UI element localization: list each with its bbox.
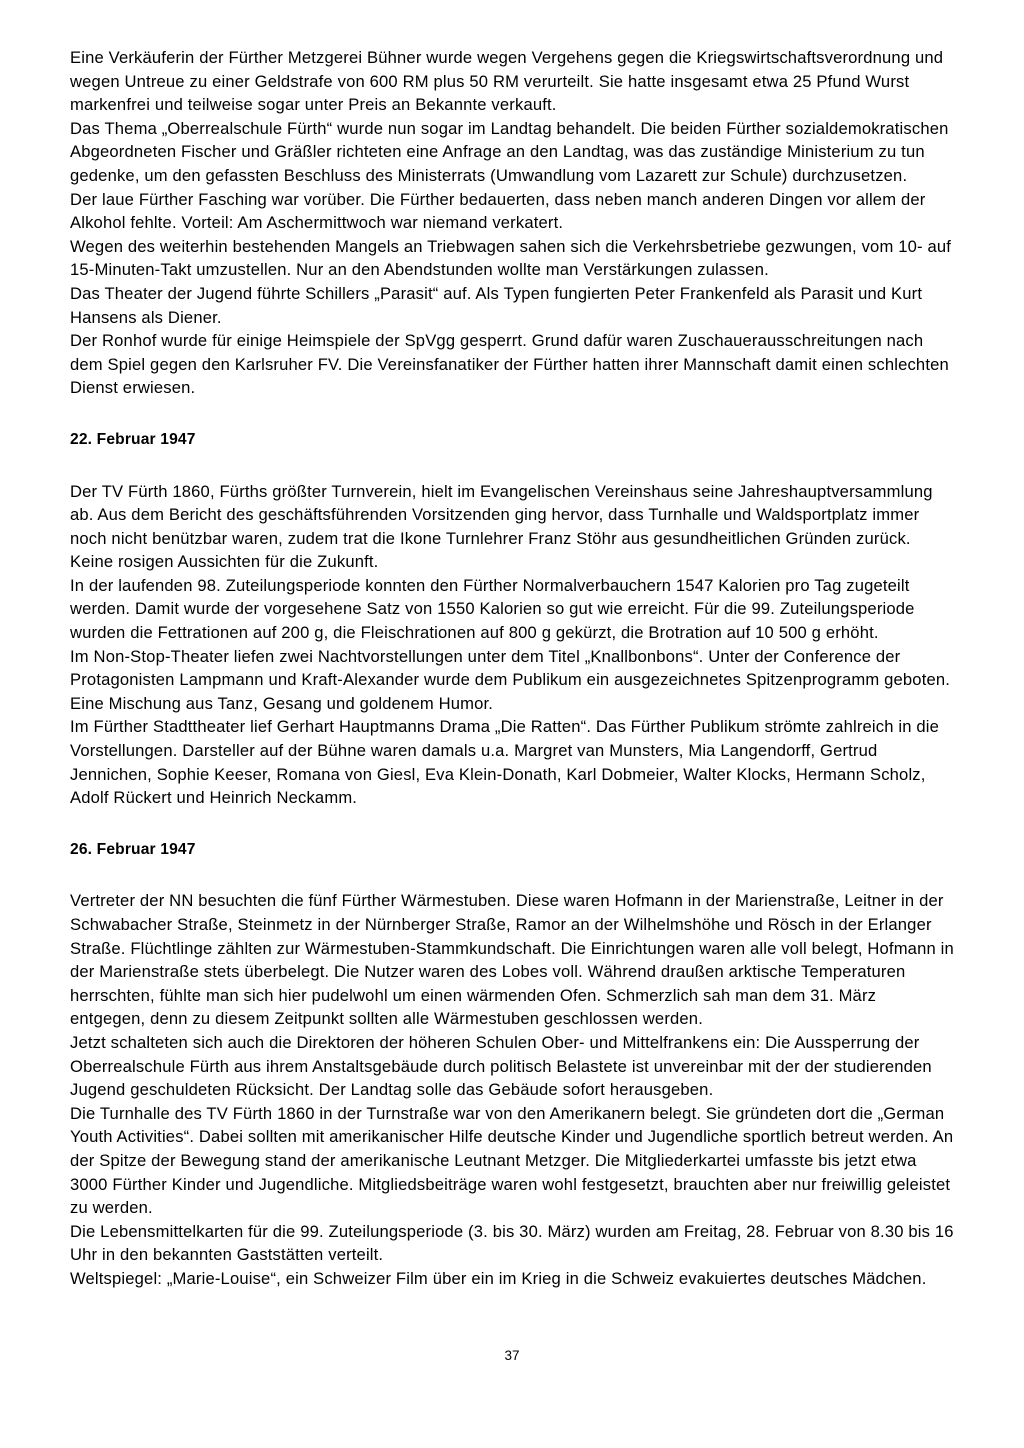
paragraph: Das Theater der Jugend führte Schillers „Parasit“ auf. Als Typen fungierten Peter Frankenfeld als Parasit und Kurt Hansens als Diener. xyxy=(70,283,923,327)
paragraph: Der Ronhof wurde für einige Heimspiele der SpVgg gesperrt. Grund dafür waren Zuschauerausschreitungen nach dem Spiel gegen den Karlsruher FV. Die Vereinsfanatiker der Fürther hatten ihrer Mannschaft damit einen schlechten Dienst erwiesen. xyxy=(70,331,949,398)
paragraph: Der laue Fürther Fasching war vorüber. Die Fürther bedauerten, dass neben manch anderen Dingen vor allem der Alkohol fehlte. Vorteil: Am Aschermittwoch war niemand verkatert. xyxy=(70,189,926,233)
spacer xyxy=(70,452,954,480)
document-body xyxy=(70,46,954,1291)
spacer xyxy=(70,810,954,838)
paragraph: Eine Verkäuferin der Fürther Metzgerei Bühner wurde wegen Vergehens gegen die Kriegswirtschaftsverordnung und wegen Untreue zu einer Geldstrafe von 600 RM plus 50 RM verurteilt. Sie hatte insgesamt etwa 25 Pfund Wurst markenfrei und teilweise sogar unter Preis an Bekannte verkauft. xyxy=(70,48,944,115)
paragraph: Die Turnhalle des TV Fürth 1860 in der Turnstraße war von den Amerikanern belegt. Sie gründeten dort die „German Youth Activities“. Dabei sollten mit amerikanischer Hilfe deutsche Kinder und Jugendliche sportlich betreut werden. An der Spitze der Bewegung stand der amerikanische Leutnant Metzger. Die Mitgliederkartei umfasste bis jetzt etwa 3000 Fürther Kinder und Jugendliche. Mitgliedsbeiträge waren wohl festgesetzt, brauchten aber nur freiwillig geleistet zu werden. xyxy=(70,1103,954,1218)
paragraph: Die Lebensmittelkarten für die 99. Zuteilungsperiode (3. bis 30. März) wurden am Freitag, 28. Februar von 8.30 bis 16 Uhr in den bekannten Gaststätten verteilt. xyxy=(70,1221,954,1265)
page-number: 37 xyxy=(504,1348,520,1363)
paragraph: In der laufenden 98. Zuteilungsperiode konnten den Fürther Normalverbauchern 1547 Kalorien pro Tag zugeteilt werden. Damit wurde der vorgesehene Satz von 1550 Kalorien so gut wie erreicht. Für die 99. Zuteilungsperiode wurden die Fettrationen auf 200 g, die Fleischrationen auf 800 g gekürzt, die Brotration auf 10 500 g erhöht. xyxy=(70,575,915,643)
paragraph: Der TV Fürth 1860, Fürths größter Turnverein, hielt im Evangelischen Vereinshaus seine Jahreshauptversammlung ab. Aus dem Bericht des geschäftsführenden Vorsitzenden ging hervor, dass Turnhalle und Waldsportplatz immer noch nicht benützbar waren, zudem trat die Ikone Turnlehrer Franz Stöhr aus gesundheitlichen Gründen zurück. Keine rosigen Aussichten für die Zukunft. xyxy=(70,481,933,572)
paragraph: Das Thema „Oberrealschule Fürth“ wurde nun sogar im Landtag behandelt. Die beiden Fürther sozialdemokratischen Abgeordneten Fischer und Gräßler richteten eine Anfrage an den Landtag, was das zuständige Ministerium zu tun gedenke, um den gefassten Beschluss des Ministerrats (Umwandlung vom Lazarett zur Schule) durchzusetzen. xyxy=(70,118,949,185)
spacer xyxy=(70,861,954,889)
paragraph: Im Fürther Stadttheater lief Gerhart Hauptmanns Drama „Die Ratten“. Das Fürther Publikum strömte zahlreich in die Vorstellungen. Darsteller auf der Bühne waren damals u.a. Margret van Munsters, Mia Langendorff, Gertrud Jennichen, Sophie Keeser, Romana von Giesl, Eva Klein-Donath, Karl Dobmeier, Walter Klocks, Hermann Scholz, Adolf Rückert und Heinrich Neckamm. xyxy=(70,717,940,808)
section-heading-26-februar-1947: 26. Februar 1947 xyxy=(70,840,196,858)
paragraph: Vertreter der NN besuchten die fünf Fürther Wärmestuben. Diese waren Hofmann in der Marienstraße, Leitner in der Schwabacher Straße, Steinmetz in der Nürnberger Straße, Ramor an der Wilhelmshöhe und Rösch in der Erlanger Straße. Flüchtlinge zählten zur Wärmestuben-Stammkundschaft. Die Einrichtungen waren alle voll belegt, Hofmann in der Marienstraße stets überbelegt. Die Nutzer waren des Lobes voll. Während draußen arktische Temperaturen herrschten, fühlte man sich hier pudelwohl um einen wärmenden Ofen. Schmerzlich sah man dem 31. März entgegen, denn zu diesem Zeitpunkt sollten alle Wärmestuben geschlossen werden. xyxy=(70,891,954,1029)
paragraph: Jetzt schalteten sich auch die Direktoren der höheren Schulen Ober- und Mittelfrankens ein: Die Aussperrung der Oberrealschule Fürth aus ihrem Anstaltsgebäude durch politisch Belastete ist unvereinbar mit der der studierenden Jugend geschuldeten Rücksicht. Der Landtag solle das Gebäude sofort herausgeben. xyxy=(70,1032,932,1100)
paragraph: Im Non-Stop-Theater liefen zwei Nachtvorstellungen unter dem Titel „Knallbonbons“. Unter der Conference der Protagonisten Lampmann und Kraft-Alexander wurde dem Publikum ein ausgezeichnetes Spitzenprogramm geboten. Eine Mischung aus Tanz, Gesang und goldenem Humor. xyxy=(70,646,951,713)
paragraph: Weltspiegel: „Marie-Louise“, ein Schweizer Film über ein im Krieg in die Schweiz evakuiertes deutsches Mädchen. xyxy=(70,1268,927,1288)
paragraph: Wegen des weiterhin bestehenden Mangels an Triebwagen sahen sich die Verkehrsbetriebe gezwungen, vom 10- auf 15-Minuten-Takt umzustellen. Nur an den Abendstunden wollte man Verstärkungen zulassen. xyxy=(70,236,952,280)
section-heading-22-februar-1947: 22. Februar 1947 xyxy=(70,430,196,448)
spacer xyxy=(70,400,954,428)
